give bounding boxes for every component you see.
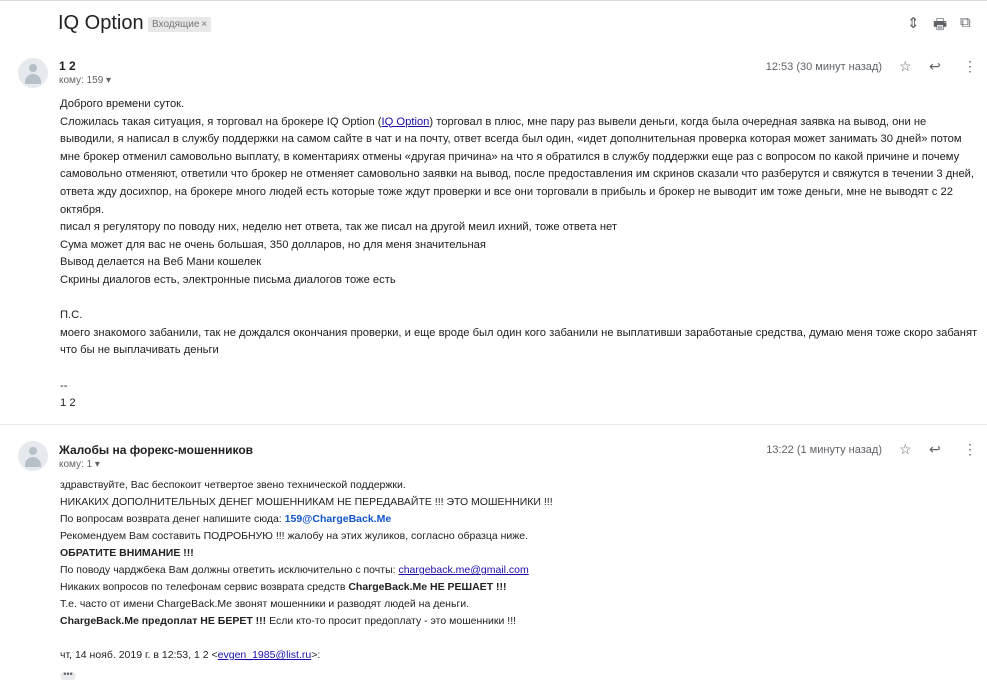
body-line: моего знакомого забанили, так не дождался окончания проверки, и еще вроде был один кого забанили не выплативши заработаные средства, думаю меня тоже скоро забанят что бы не выплачивать деньги — [60, 326, 978, 357]
body-line: Доброго времени суток. — [60, 98, 185, 110]
chargeback-email[interactable]: 159@ChargeBack.Me — [284, 513, 392, 525]
open-new-window-icon[interactable]: ⧉ — [960, 14, 971, 31]
quoted-email-link[interactable]: evgen_1985@list.ru — [217, 649, 312, 661]
body-paragraph: Сложилась такая ситуация, я торговал на брокере IQ Option (IQ Option) торговал в плюс, мне пару раз вывели деньги, когда была очередная заявка на вывод, они не выводили, я написал в службу поддержки на самом сайте в чат и на почту, ответ всегда был один, «идет дополнительная проверка которая может занимать 30 дней» потом мне брокер отменил самовольно выплату, в коментариях отмены «другая причина» на что я обратился в службу поддержки еще раз с вопросом по какой причине и почему самовольно отменяют, ответили что брокер не отменяет самовольно заявки на вывод, после предоставления им скринов сказали что разберутся и свяжутся в течении 3 дней, ответа жду досихпор, на брокере много людей есть которые тоже ждут проверки и все они торговали в прибыль и брокер не выводит им тоже деньги, мне не выводят с 22 октября. — [60, 115, 975, 216]
more-options-icon[interactable]: ⋮ — [963, 58, 977, 74]
inbox-label-text: Входящие — [152, 19, 200, 30]
reply-icon[interactable]: ↩ — [929, 58, 941, 74]
remove-label-icon[interactable]: × — [201, 19, 208, 30]
body-line: Сума может для вас не очень большая, 350 долларов, но для меня значительная — [60, 238, 486, 251]
body-line: писал я регулятору по поводу них, неделю нет ответа, так же писал на другой меил ихний, тоже ответа нет — [60, 221, 617, 234]
sender-avatar — [18, 58, 48, 88]
expand-all-icon[interactable]: ⇕ — [907, 15, 920, 32]
avatar-person-icon — [29, 447, 37, 455]
body-line: НИКАКИХ ДОПОЛНИТЕЛЬНЫХ ДЕНЕГ МОШЕННИКАМ НЕ ПЕРЕДАВАЙТЕ !!! ЭТО МОШЕННИКИ !!! — [60, 496, 553, 508]
message-body — [60, 96, 980, 413]
message-timestamp: 12:53 (30 минут назад) — [765, 61, 882, 73]
body-line: Рекомендуем Вам составить ПОДРОБНУЮ !!! жалобу на этих жуликов, согласно образца ниже. — [60, 530, 529, 542]
more-options-icon[interactable]: ⋮ — [963, 441, 977, 457]
body-line: здравствуйте, Вас беспокоит четвертое звено технической поддержки. — [60, 479, 406, 491]
avatar-person-icon — [29, 64, 37, 72]
inbox-label-chip[interactable] — [148, 17, 211, 32]
body-line: ChargeBack.Me предоплат НЕ БЕРЕТ !!! Если кто-то просит предоплату - это мошенники !!! — [60, 615, 517, 627]
body-line: Никаких вопросов по телефонам сервис возврата средств ChargeBack.Me НЕ РЕШАЕТ !!! — [60, 581, 507, 593]
signature-name: 1 2 — [60, 397, 76, 410]
star-icon[interactable]: ☆ — [899, 58, 912, 74]
message-sender-name[interactable]: Жалобы на форекс-мошенников — [59, 443, 254, 457]
message-timestamp: 13:22 (1 минуту назад) — [766, 444, 882, 456]
body-line: Скрины диалогов есть, электронные письма диалогов тоже есть — [60, 273, 396, 286]
show-trimmed-content-button[interactable]: ••• — [60, 672, 76, 680]
recipient-dropdown[interactable]: кому: 1 ▾ — [59, 459, 100, 470]
thread-header — [0, 0, 987, 48]
attention-line: ОБРАТИТЕ ВНИМАНИЕ !!! — [60, 547, 194, 559]
message-sender-name[interactable]: 1 2 — [59, 59, 76, 73]
signature-separator: -- — [60, 379, 68, 392]
sender-avatar — [18, 441, 48, 471]
quote-header: чт, 14 нояб. 2019 г. в 12:53, 1 2 <evgen_1985@list.ru>: — [60, 649, 321, 661]
gmail-link[interactable]: chargeback.me@gmail.com — [398, 564, 529, 576]
message-divider — [0, 424, 987, 425]
body-line: П.С. — [60, 309, 83, 322]
body-line: По поводу чарджбека Вам должны ответить исключительно с почты: chargeback.me@gmail.com — [60, 564, 529, 576]
reply-icon[interactable]: ↩ — [929, 441, 941, 457]
body-line: Т.е. часто от имени ChargeBack.Me звонят мошенники и разводят людей на деньги. — [60, 598, 470, 610]
print-icon[interactable]: 🖶 — [933, 16, 948, 33]
iq-option-link[interactable]: IQ Option — [381, 115, 430, 128]
body-line: Вывод делается на Веб Мани кошелек — [60, 256, 262, 269]
thread-subject: IQ Option — [58, 12, 144, 34]
recipient-dropdown[interactable]: кому: 159 ▾ — [59, 75, 112, 86]
body-line: По вопросам возврата денег напишите сюда: 159@ChargeBack.Me — [60, 513, 392, 525]
message-body — [60, 477, 980, 664]
star-icon[interactable]: ☆ — [899, 441, 912, 457]
